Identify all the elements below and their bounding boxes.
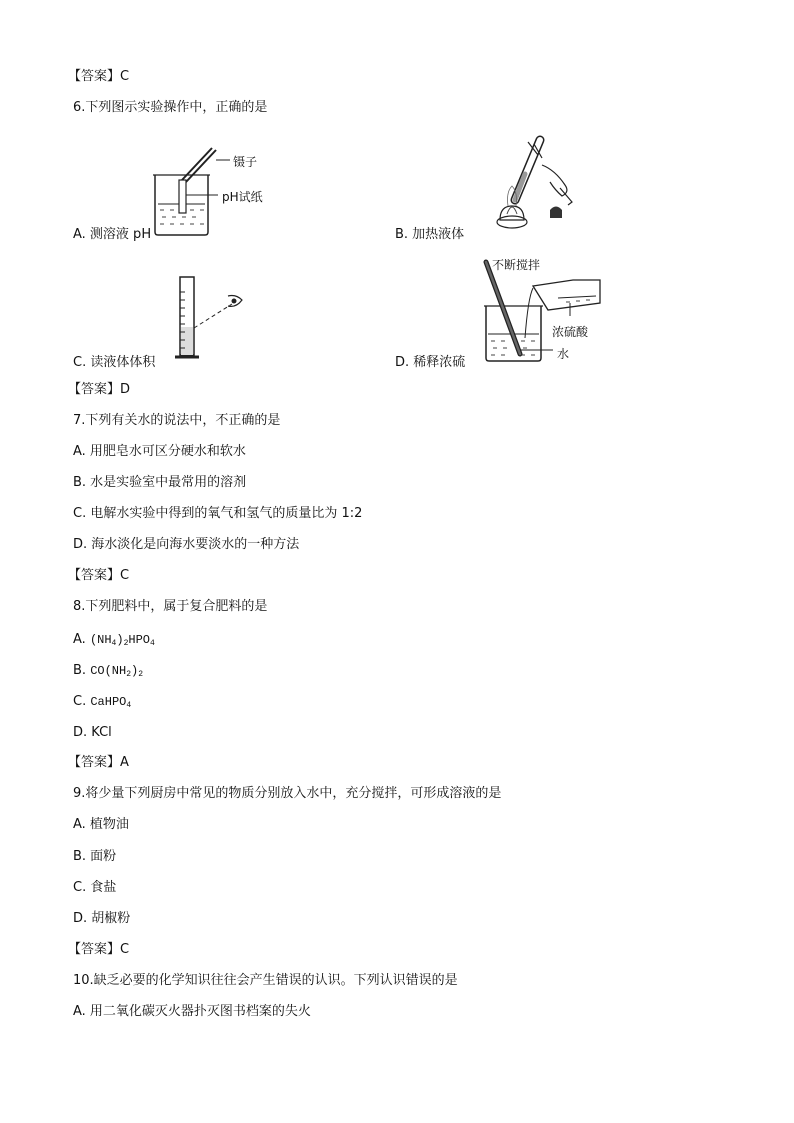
figure-read-volume	[170, 272, 260, 367]
q6-option-d: D. 稀释浓硫	[395, 355, 466, 370]
label-stir: 不断搅拌	[492, 258, 541, 272]
label-water: 水	[557, 347, 570, 361]
q8-option-b-formula: $CO(NH_2)_2$	[90, 664, 144, 679]
answer-q5: 【答案】C	[68, 69, 130, 84]
q7-option-d: D. 海水淡化是向海水要淡水的一种方法	[73, 537, 300, 552]
q8-option-a	[73, 632, 155, 652]
label-tweezers: 镊子	[233, 155, 258, 169]
q8-option-c	[73, 694, 131, 714]
question-10: 10.缺乏必要的化学知识往往会产生错误的认识。下列认识错误的是	[73, 973, 458, 988]
q9-option-a: A. 植物油	[73, 817, 129, 832]
q8-option-b-prefix: B.	[73, 663, 87, 678]
q8-option-c-prefix: C.	[73, 694, 87, 709]
q6-option-a: A. 测溶液 pH	[73, 227, 152, 242]
question-6: 6.下列图示实验操作中，正确的是	[73, 100, 268, 115]
answer-q6: 【答案】D	[68, 382, 131, 397]
q7-option-b: B. 水是实验室中最常用的溶剂	[73, 475, 247, 490]
answer-q7: 【答案】C	[68, 568, 130, 583]
q7-option-c: C. 电解水实验中得到的氧气和氢气的质量比为 1:2	[73, 506, 363, 521]
q6-option-c: C. 读液体体积	[73, 355, 156, 370]
question-9: 9.将少量下列厨房中常见的物质分别放入水中，充分搅拌，可形成溶液的是	[73, 786, 502, 801]
q9-option-d: D. 胡椒粉	[73, 911, 131, 926]
q10-option-a: A. 用二氧化碳灭火器扑灭图书档案的失火	[73, 1004, 311, 1019]
q8-option-a-prefix: A.	[73, 632, 86, 647]
figure-dilute-acid	[478, 258, 608, 368]
answer-q9: 【答案】C	[68, 942, 130, 957]
q9-option-c: C. 食盐	[73, 880, 117, 895]
q7-option-a: A. 用肥皂水可区分硬水和软水	[73, 444, 246, 459]
figure-heating-liquid	[470, 130, 580, 240]
question-8: 8.下列肥料中，属于复合肥料的是	[73, 599, 268, 614]
q8-option-b	[73, 663, 143, 683]
q6-option-b: B. 加热液体	[395, 227, 465, 242]
q8-option-a-formula: $(NH_4)_2HPO_4$	[89, 633, 155, 648]
q8-option-d: D. KCl	[73, 725, 112, 740]
label-conc-acid: 浓硫酸	[552, 325, 589, 339]
question-7: 7.下列有关水的说法中，不正确的是	[73, 413, 281, 428]
q8-option-c-formula: CaHPO$_4$	[90, 695, 132, 710]
label-ph-paper: pH试纸	[222, 190, 263, 204]
q9-option-b: B. 面粉	[73, 849, 117, 864]
answer-q8: 【答案】A	[68, 755, 129, 770]
